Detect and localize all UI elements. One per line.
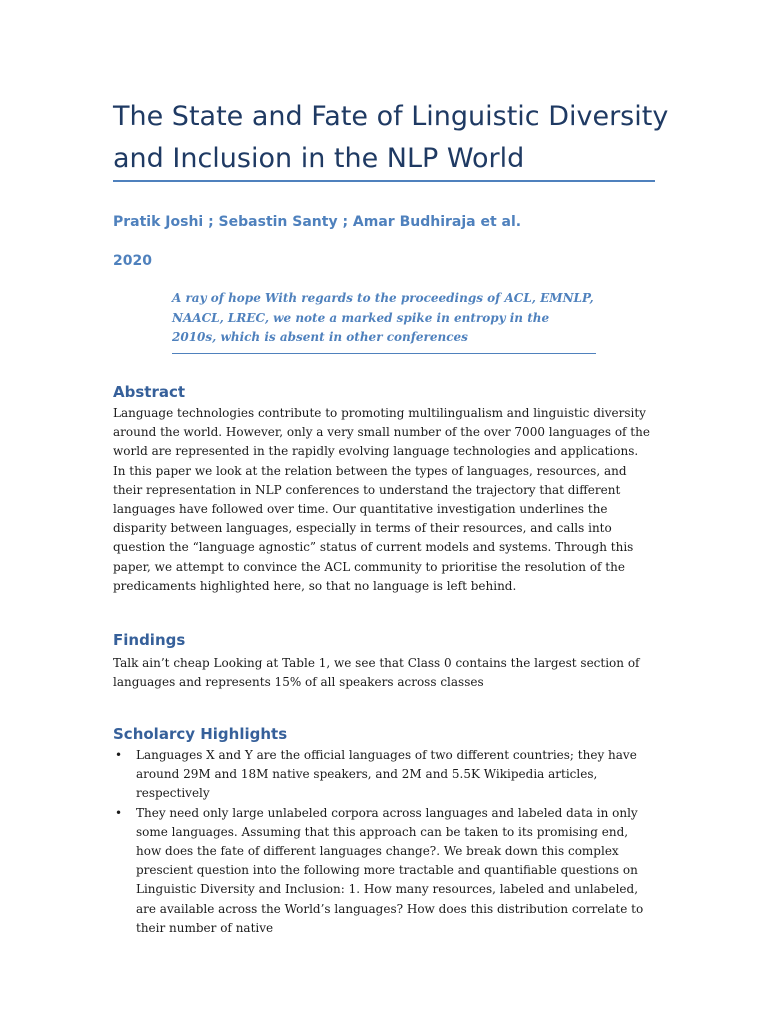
bullet-icon: • bbox=[115, 748, 123, 762]
title-underline bbox=[113, 180, 655, 182]
bullet-icon: • bbox=[115, 805, 123, 820]
highlight-text: Languages X and Y are the official languages of two different countries; they have around 29M and 18M native speakers, and 2M and 5.5K Wikipedia articles, respectively bbox=[136, 748, 637, 801]
findings-heading: Findings bbox=[113, 631, 186, 649]
publication-year: 2020 bbox=[113, 253, 152, 269]
intense-quote: A ray of hope With regards to the proceedings of ACL, EMNLP, NAACL, LREC, we note a marked spike in entropy in the 2010s, which is absent in other conferences bbox=[172, 289, 596, 354]
highlight-text: They need only large unlabeled corpora across languages and labeled data in only some languages. Assuming that this approach can be taken to its promising end, how does the fate of different languages change?. We break down this complex prescient question into the following more tractable and quantifiable questions on Linguistic Diversity and Inclusion: 1. How many resources, labeled and unlabeled, are available across the World’s languages? How does this distribution correlate to their number of native bbox=[136, 805, 644, 935]
list-item bbox=[113, 804, 653, 938]
list-item bbox=[113, 746, 653, 804]
abstract-text: Language technologies contribute to promoting multilingualism and linguistic diversity around the world. However, only a very small number of the over 7000 languages of the world are represented in the rapidly evolving language technologies and applications. In this paper we look at the relation between the types of languages, resources, and their representation in NLP conferences to understand the trajectory that different languages have followed over time. Our quantitative investigation underlines the disparity between languages, especially in terms of their resources, and calls into question the “language agnostic” status of current models and systems. Through this paper, we attempt to convince the ACL community to prioritise the resolution of the predicaments highlighted here, so that no language is left behind. bbox=[113, 406, 650, 593]
abstract-heading: Abstract bbox=[113, 383, 186, 401]
findings-text: Talk ain’t cheap Looking at Table 1, we see that Class 0 contains the largest section of languages and represents 15% of all speakers across classes bbox=[113, 656, 640, 690]
document-title: The State and Fate of Linguistic Diversity and Inclusion in the NLP World bbox=[113, 101, 669, 174]
author-list: Pratik Joshi ; Sebastin Santy ; Amar Budhiraja et al. bbox=[113, 214, 522, 230]
highlights-heading: Scholarcy Highlights bbox=[113, 725, 288, 743]
highlights-list bbox=[113, 746, 653, 938]
